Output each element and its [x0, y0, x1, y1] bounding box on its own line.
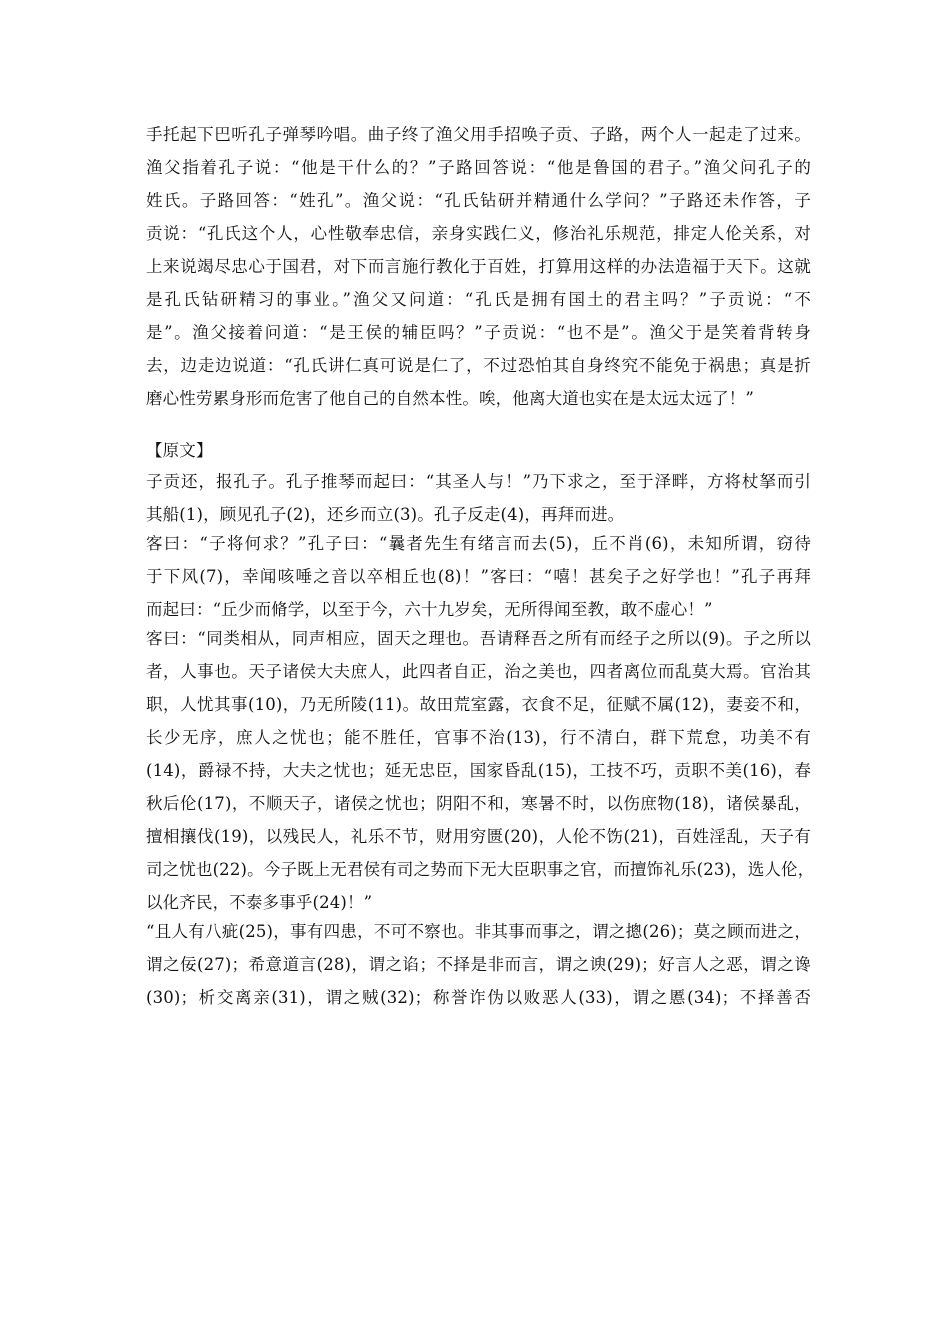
text-line: (30)；析交离亲(31)，谓之贼(32)；称誉诈伪以败恶人(33)，谓之慝(34)；不择善否: [146, 988, 811, 1007]
text-line: 手托起下巴听孔子弹琴吟唱。曲子终了渔父用手招唤子贡、子路，两个人一起走了过来。: [146, 125, 811, 144]
text-line: 于下风(7)，幸闻咳唾之音以卒相丘也(8)！”客曰：“嘻！甚矣子之好学也！”孔子再拜: [146, 567, 811, 586]
text-line: 以化齐民，不泰多事乎(24)！”: [146, 893, 373, 912]
document-page: [146, 124, 815, 1009]
text-line: 客曰：“同类相从，同声相应，固天之理也。吾请释吾之所有而经子之所以(9)。子之所以: [146, 629, 811, 648]
original-paragraph: [146, 921, 811, 1009]
original-paragraph: [146, 533, 811, 621]
text-line: 客曰：“子将何求？”孔子曰：“曩者先生有绪言而去(5)，丘不肖(6)，未知所谓，窃待: [146, 534, 811, 553]
section-heading: 【原文】: [146, 441, 213, 460]
text-line: 谓之佞(27)；希意道言(28)，谓之谄；不择是非而言，谓之谀(29)；好言人之恶，谓之谗: [146, 955, 811, 974]
text-line: 是孔氏钻研精习的事业。”渔父又问道：“孔氏是拥有国土的君主吗？”子贡说：“不: [146, 290, 811, 309]
text-line: 其船(1)，顾见孔子(2)，还乡而立(3)。孔子反走(4)，再拜而进。: [146, 505, 625, 524]
text-line: 是”。渔父接着问道：“是王侯的辅臣吗？”子贡说：“也不是”。渔父于是笑着背转身: [146, 323, 811, 342]
text-line: (14)，爵禄不持，大夫之忧也；延无忠臣，国家昏乱(15)，工技不巧，贡职不美(16)，春: [146, 761, 811, 780]
text-line: 而起曰：“丘少而脩学，以至于今，六十九岁矣，无所得闻至教，敢不虚心！”: [146, 600, 713, 619]
text-line: 贡说：“孔氏这个人，心性敬奉忠信，亲身实践仁义，修治礼乐规范，排定人伦关系，对: [146, 224, 811, 243]
text-line: 司之忧也(22)。今子既上无君侯有司之势而下无大臣职事之官，而擅饰礼乐(23)，选人伦，: [146, 860, 815, 879]
text-line: 去，边走边说道：“孔氏讲仁真可说是仁了，不过恐怕其自身终究不能免于祸患；真是折: [146, 356, 811, 375]
text-line: 子贡还，报孔子。孔子推琴而起曰：“其圣人与！”乃下求之，至于泽畔，方将杖拏而引: [146, 472, 811, 491]
text-line: 者，人事也。天子诸侯大夫庶人，此四者自正，治之美也，四者离位而乱莫大焉。官治其: [146, 662, 811, 681]
text-line: 职，人忧其事(10)，乃无所陵(11)。故田荒室露，衣食不足，征赋不属(12)，妻妾不和，: [146, 695, 811, 714]
text-line: 秋后伦(17)，不顺天子，诸侯之忧也；阴阳不和，寒暑不时，以伤庶物(18)，诸侯暴乱，: [146, 794, 811, 813]
text-line: “且人有八疵(25)，事有四患，不可不察也。非其事而事之，谓之摠(26)；莫之顾而进之，: [146, 922, 811, 941]
text-line: 擅相攘伐(19)，以残民人，礼乐不节，财用穷匮(20)，人伦不饬(21)，百姓淫乱，天子有: [146, 827, 811, 846]
text-line: 上来说竭尽忠心于国君，对下而言施行教化于百姓，打算用这样的办法造福于天下。这就: [146, 257, 811, 276]
text-line: 渔父指着孔子说：“他是干什么的？”子路回答说：“他是鲁国的君子。”渔父问孔子的: [146, 158, 811, 177]
text-line: 姓氏。子路回答：“姓孔”。渔父说：“孔氏钻研并精通什么学问？”子路还未作答，子: [146, 191, 811, 210]
original-paragraph: [146, 628, 815, 914]
translation-paragraph: [146, 124, 811, 410]
original-paragraph: [146, 471, 811, 526]
text-line: 长少无序，庶人之忧也；能不胜任，官事不治(13)，行不清白，群下荒怠，功美不有: [146, 728, 811, 747]
text-line: 磨心性劳累身形而危害了他自己的自然本性。唉，他离大道也实在是太远太远了！”: [146, 389, 754, 408]
